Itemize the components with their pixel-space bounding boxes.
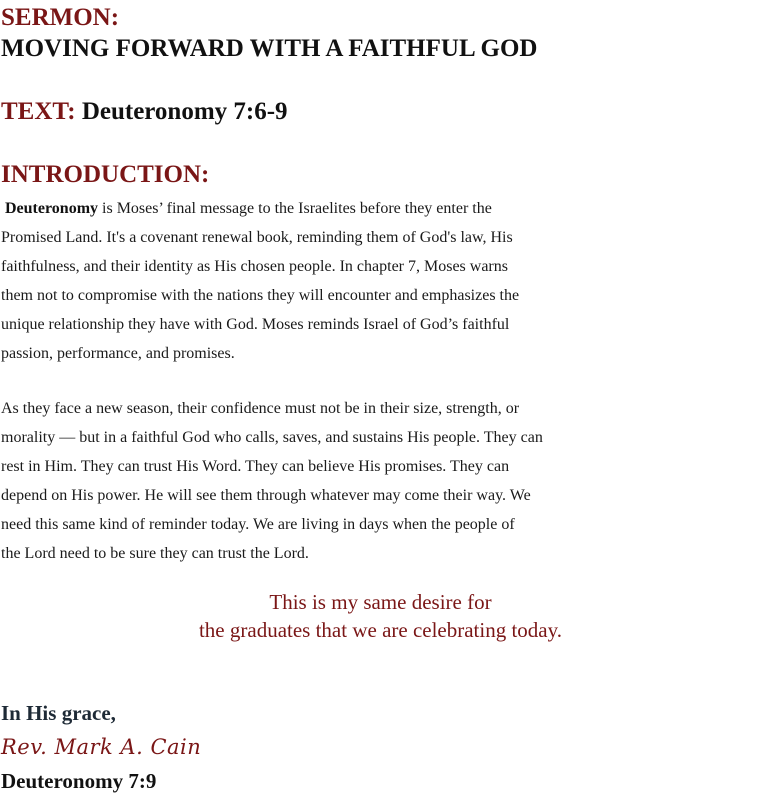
introduction-label: INTRODUCTION: <box>1 161 210 188</box>
dedication-line-2: the graduates that we are celebrating today. <box>198 618 563 642</box>
sermon-label: SERMON: <box>1 4 120 31</box>
signature: Rev. Mark A. Cain <box>1 735 202 759</box>
text-reference <box>1 97 288 127</box>
closing-salutation: In His grace, <box>1 701 116 725</box>
paragraph-line: rest in Him. They can trust His Word. They can believe His promises. They can <box>1 458 510 475</box>
closing-reference: Deuteronomy 7:9 <box>1 769 157 793</box>
paragraph-line: Promised Land. It's a covenant renewal book, reminding them of God's law, His <box>1 229 513 246</box>
paragraph-line: depend on His power. He will see them through whatever may come their way. We <box>1 487 531 504</box>
paragraph-line: them not to compromise with the nations they will encounter and emphasizes the <box>1 287 520 304</box>
deuteronomy-lead: Deuteronomy <box>5 200 99 217</box>
paragraph-line: unique relationship they have with God. Moses reminds Israel of God’s faithful <box>1 316 510 333</box>
paragraph-line: morality — but in a faithful God who calls, saves, and sustains His people. They can <box>1 429 543 446</box>
paragraph-line: need this same kind of reminder today. We are living in days when the people of <box>1 516 515 533</box>
paragraph-line: passion, performance, and promises. <box>1 345 235 362</box>
sermon-title: MOVING FORWARD WITH A FAITHFUL GOD <box>1 35 538 62</box>
paragraph-line <box>1 194 761 223</box>
paragraph-line: faithfulness, and their identity as His chosen people. In chapter 7, Moses warns <box>1 258 508 275</box>
dedication-line-1: This is my same desire for <box>269 590 492 614</box>
introduction-paragraph-2 <box>1 394 761 568</box>
paragraph-line: As they face a new season, their confidence must not be in their size, strength, or <box>1 400 520 417</box>
paragraph-line: the Lord need to be sure they can trust the Lord. <box>1 545 309 562</box>
text-value: Deuteronomy 7:6-9 <box>81 98 288 125</box>
introduction-paragraph-1 <box>1 194 761 368</box>
text-label: TEXT: <box>1 98 76 125</box>
paragraph-line-text: is Moses’ final message to the Israelites before they enter the <box>98 200 492 217</box>
